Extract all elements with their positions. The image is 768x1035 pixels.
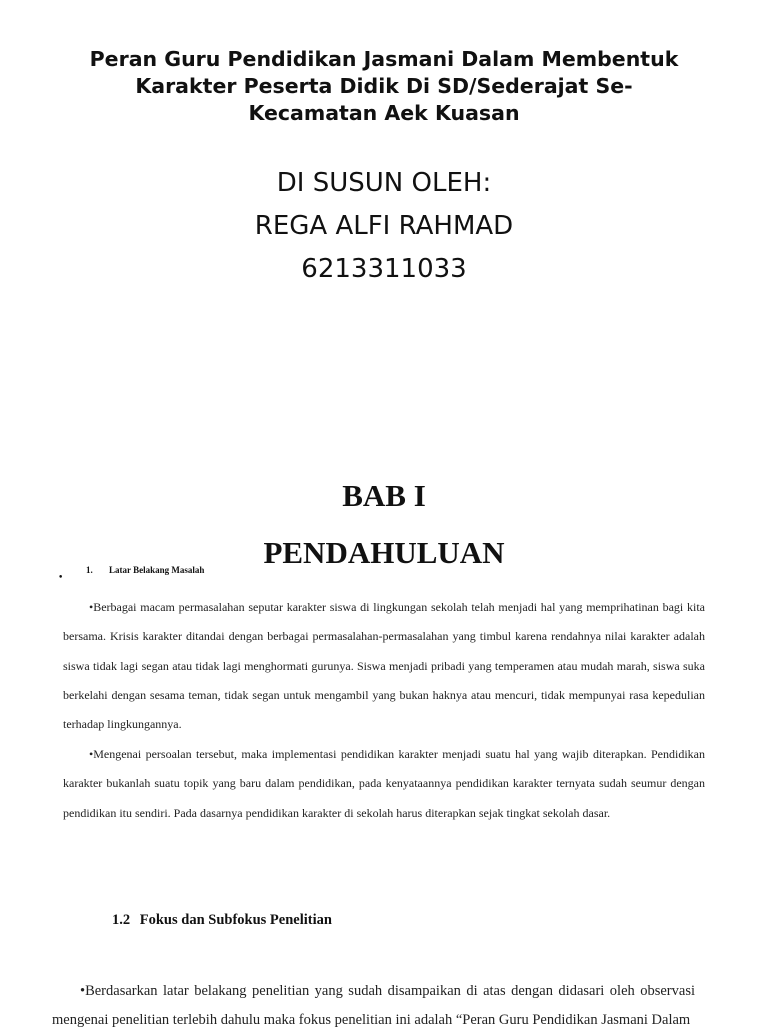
author-id: 6213311033: [301, 254, 467, 284]
section2-heading-text: Fokus dan Subfokus Penelitian: [139, 912, 332, 928]
section2-heading: [112, 912, 332, 929]
chapter-title: PENDAHULUAN: [263, 535, 505, 570]
author-label: DI SUSUN OLEH:: [276, 168, 492, 198]
paragraph-1: •Berbagai macam permasalahan seputar karakter siswa di lingkungan sekolah telah menjadi hal yang memprihatinan bagi kita bersama. Krisis karakter ditandai dengan berbagai permasalahan-permasalahan yang timbul karena rendahnya nilai karakter adalah siswa tidak lagi segan atau tidak lagi menghormati gurunya. Siswa menjadi pribadi yang temperamen atau mudah marah, siswa suka berkelahi dengan sesama teman, tidak segan untuk mengambil yang bukan haknya atau mencuri, tidak mempunyai rasa kepedulian terhadap lingkungannya.: [63, 600, 705, 732]
paragraph-3: •Berdasarkan latar belakang penelitian yang sudah disampaikan di atas dengan didasari oleh observasi mengenai penelitian terlebih dahulu maka fokus penelitian ini adalah “Peran Guru Pendidikan Jasmani Dalam: [52, 983, 695, 1028]
section1-number: 1.: [86, 565, 93, 575]
stray-bullet: •: [58, 573, 64, 583]
section2-number: 1.2: [112, 912, 131, 928]
title-line-2: Karakter Peserta Didik Di SD/Sederajat Se-: [135, 74, 633, 98]
document-title: [60, 46, 708, 127]
title-line-3: Kecamatan Aek Kuasan: [248, 101, 520, 125]
chapter-number: BAB I: [342, 478, 426, 513]
paragraph-2: •Mengenai persoalan tersebut, maka implementasi pendidikan karakter menjadi suatu hal yang wajib diterapkan. Pendidikan karakter bukanlah suatu topik yang baru dalam pendidikan, pada kenyataannya pendidikan karakter ternyata sudah seumur dengan pendidikan itu sendiri. Pada dasarnya pendidikan karakter di sekolah harus diterapkan sejak tingkat sekolah dasar.: [63, 747, 705, 820]
section1-heading-text: Latar Belakang Masalah: [109, 565, 205, 575]
title-line-1: Peran Guru Pendidikan Jasmani Dalam Membentuk: [89, 47, 679, 71]
author-block: [60, 162, 708, 291]
author-name: REGA ALFI RAHMAD: [254, 211, 514, 241]
section1-heading: [86, 565, 204, 575]
